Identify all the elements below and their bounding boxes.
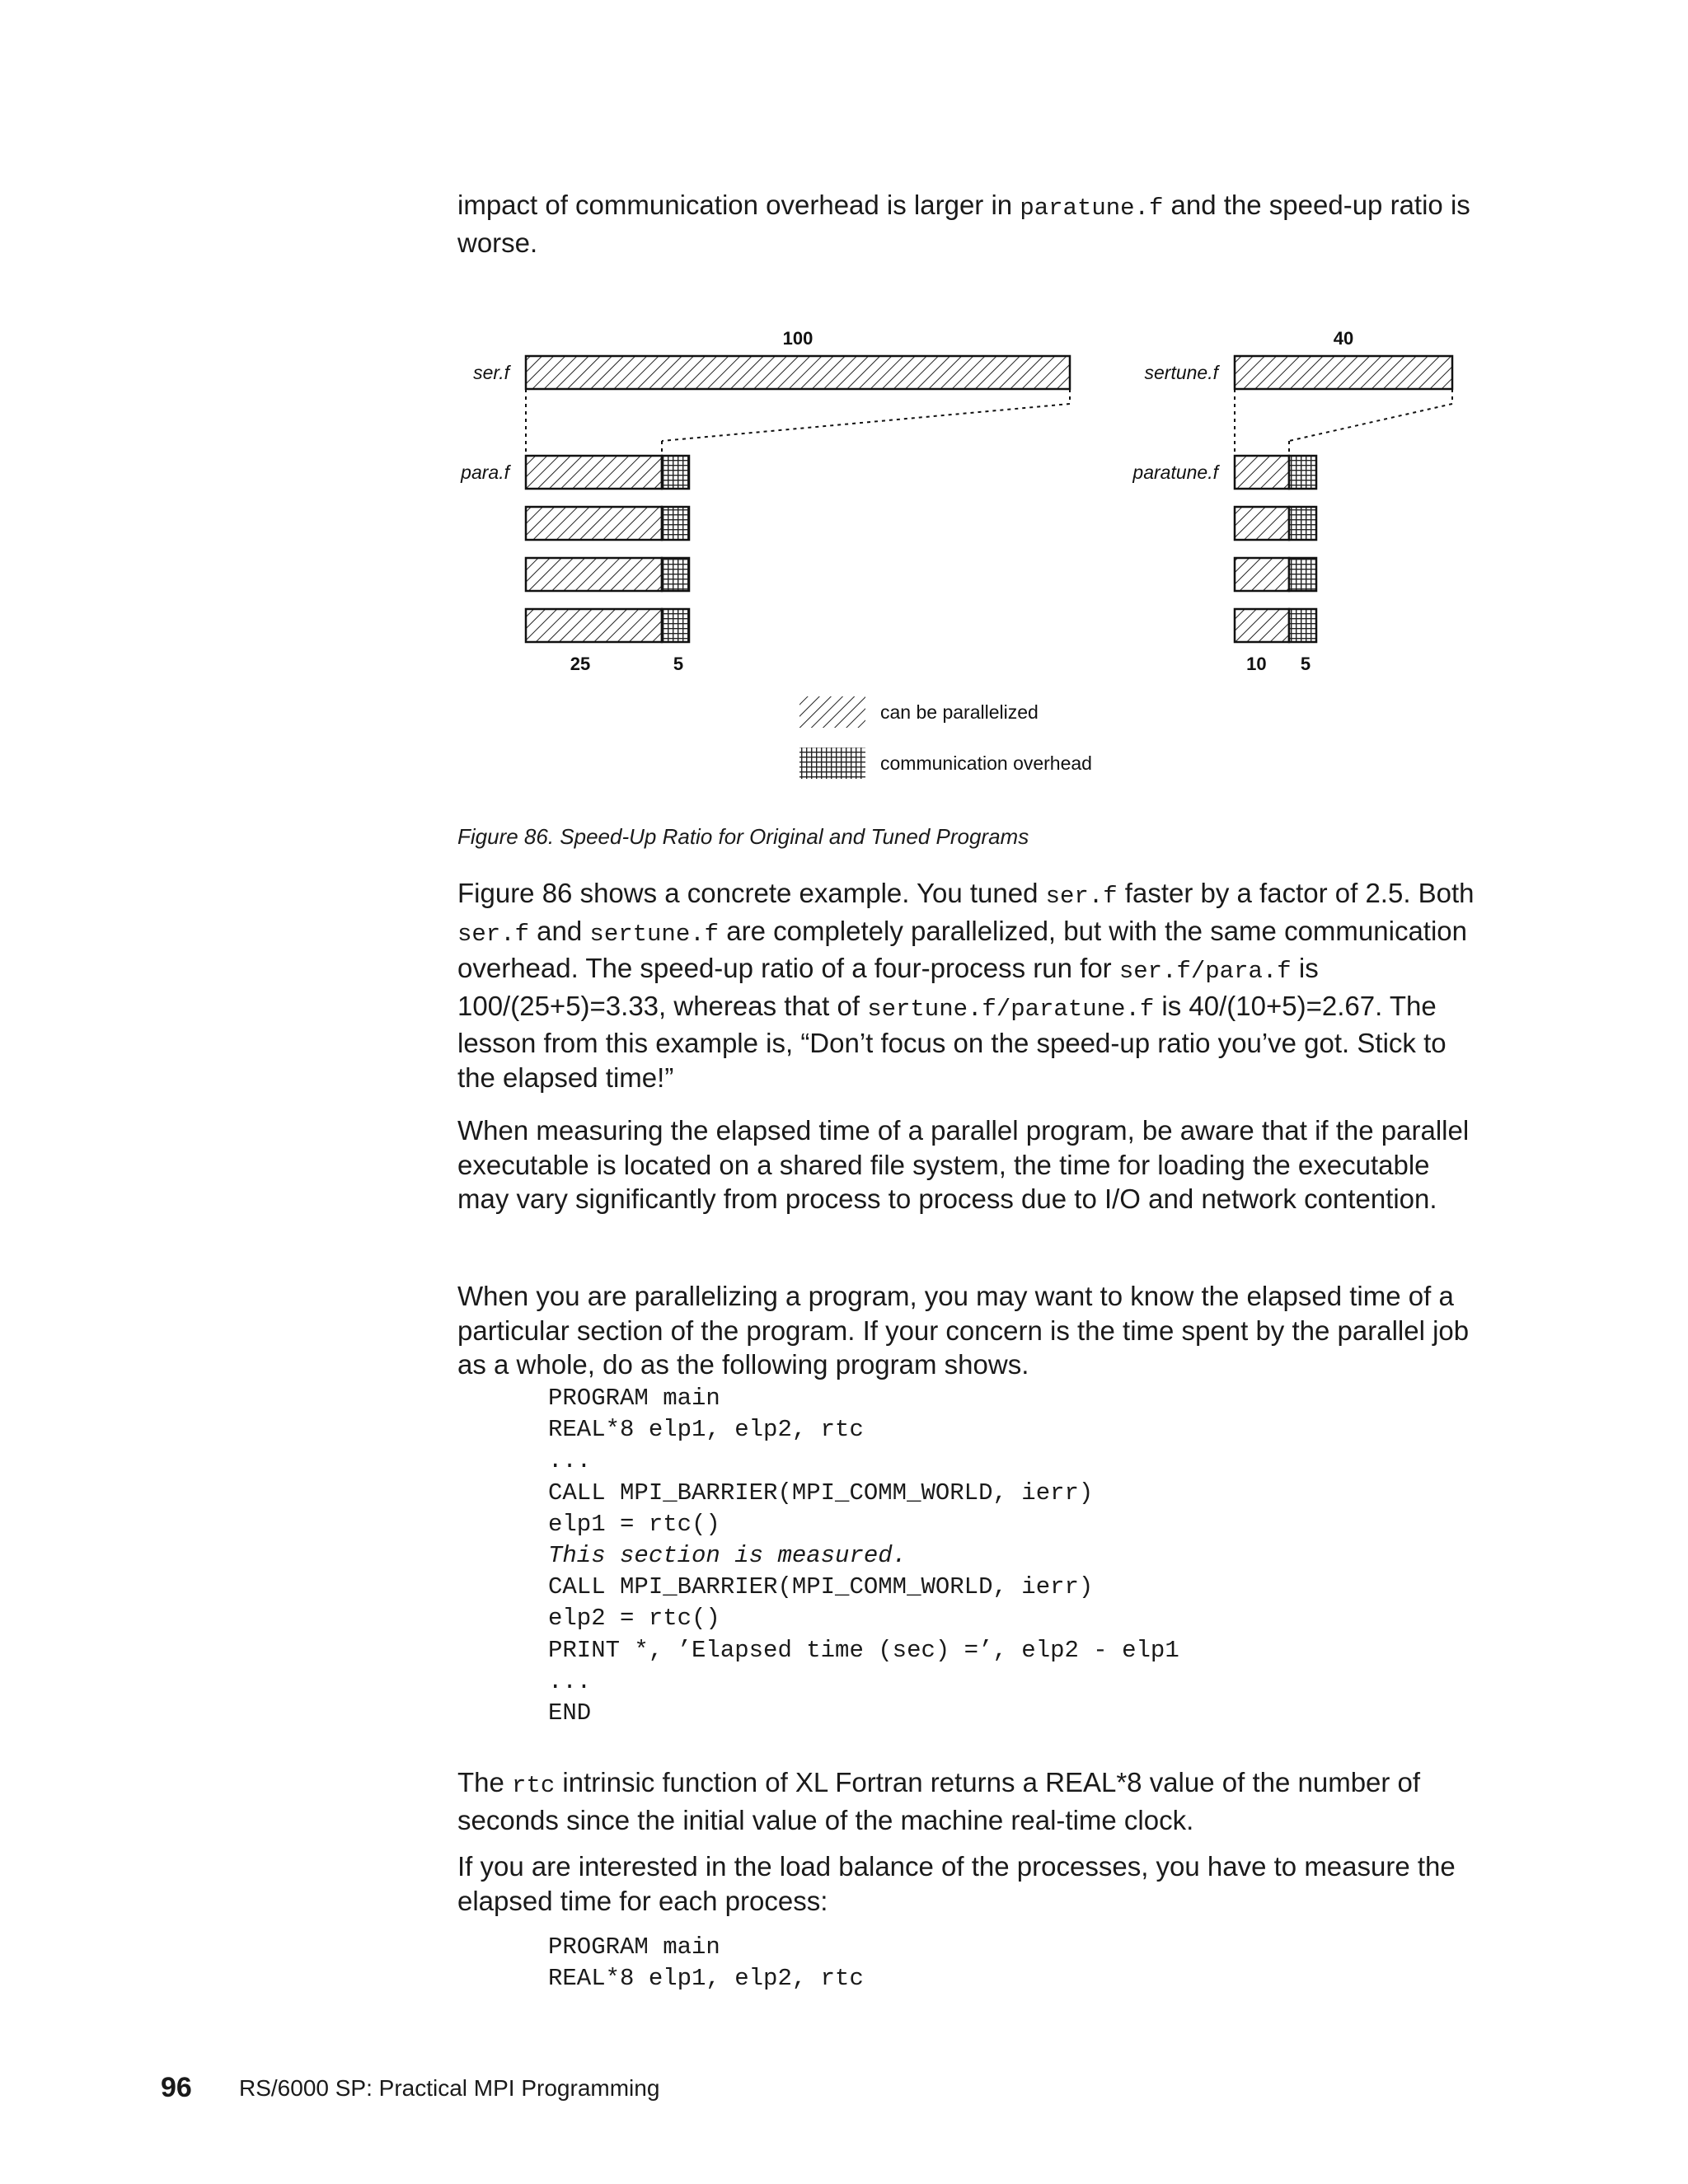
parallelizable-bar: [1235, 609, 1289, 642]
guide-line-diagonal: [1289, 404, 1452, 441]
parallelizable-bar: [1235, 558, 1289, 591]
serial-bar: [526, 356, 1070, 389]
intro-code: paratune.f: [1020, 194, 1164, 222]
intro-text: impact of communication overhead is larger in: [457, 190, 1020, 220]
overhead-bar: [1289, 609, 1316, 642]
code-listing-2: [548, 1932, 864, 1994]
overhead-bar: [662, 558, 689, 591]
speedup-figure: [0, 0, 1688, 824]
page-number: 96: [161, 2072, 192, 2103]
paragraph-text: and: [529, 915, 590, 946]
parallelizable-bar: [526, 456, 662, 489]
overhead-bar: [1289, 456, 1316, 489]
inline-code: ser.f: [1045, 883, 1118, 910]
code-line: CALL MPI_BARRIER(MPI_COMM_WORLD, ierr): [548, 1573, 1094, 1601]
inline-code: sertune.f: [589, 920, 720, 948]
overhead-bar: [662, 456, 689, 489]
serial-value-label: 40: [1333, 328, 1354, 349]
code-line: PROGRAM main: [548, 1385, 720, 1412]
legend-swatch: [799, 696, 865, 728]
paragraph-text: Figure 86 shows a concrete example. You tuned: [457, 878, 1046, 908]
parallelizable-bar: [526, 507, 662, 540]
code-line: elp1 = rtc(): [548, 1510, 720, 1538]
figure-caption: Figure 86. Speed-Up Ratio for Original and Tuned Programs: [457, 824, 1029, 849]
paragraph-parallelizing: When you are parallelizing a program, you may want to know the elapsed time of a particular section of the program. If your concern is the time spent by the parallel job as a whole, do as the following program shows.: [457, 1281, 1470, 1380]
guide-line-diagonal: [662, 404, 1070, 441]
paragraph-text: are completely parallelized, but with the same communication overhead. The speed-up ratio of a four-process run for: [457, 915, 1467, 983]
paragraph-text: faster by a factor of 2.5. Both: [1117, 878, 1475, 908]
overhead-value-label: 5: [1300, 654, 1311, 674]
serial-program-label: sertune.f: [1144, 362, 1218, 383]
paragraph-elapsed-time: When measuring the elapsed time of a parallel program, be aware that if the parallel executable is located on a shared file system, the time for loading the executable may vary significantly from process to process due to I/O and network contention.: [457, 1115, 1470, 1214]
code-line: PRINT *, ’Elapsed time (sec) =’, elp2 - elp1: [548, 1636, 1179, 1664]
serial-bar: [1235, 356, 1452, 389]
code-comment: This section is measured.: [548, 1541, 907, 1569]
code-line: CALL MPI_BARRIER(MPI_COMM_WORLD, ierr): [548, 1479, 1094, 1507]
paragraph-example: [457, 876, 1479, 1094]
code-line: elp2 = rtc(): [548, 1605, 720, 1633]
inline-code: ser.f/para.f: [1118, 958, 1292, 985]
overhead-bar: [662, 507, 689, 540]
rtc-text-end: intrinsic function of XL Fortran returns a REAL*8 value of the number of seconds since the initial value of the machine real-time clock.: [457, 1767, 1421, 1835]
code-listing-1: [548, 1383, 1179, 1729]
legend-label: can be parallelized: [880, 701, 1039, 723]
parallelizable-bar: [1235, 456, 1289, 489]
overhead-value-label: 5: [673, 654, 684, 674]
serial-value-label: 100: [782, 328, 814, 349]
rtc-text: The: [457, 1767, 513, 1797]
legend-swatch: [799, 748, 865, 779]
parallelizable-value-label: 10: [1246, 654, 1267, 674]
overhead-bar: [662, 609, 689, 642]
code-line: REAL*8 elp1, elp2, rtc: [548, 1965, 864, 1993]
paragraph-rtc: [457, 1765, 1479, 1837]
code-line: END: [548, 1699, 592, 1727]
paragraph-text: is 40/(10+5)=2.67. The lesson from this example is, “Don’t focus on the speed-up ratio you’ve got. Stick to the elapsed time!”: [457, 990, 1447, 1093]
overhead-bar: [1289, 558, 1316, 591]
code-line: PROGRAM main: [548, 1933, 720, 1961]
parallel-program-label: paratune.f: [1132, 462, 1218, 483]
parallel-program-label: para.f: [461, 462, 509, 483]
intro-text-end: and the speed-up ratio is worse.: [457, 190, 1470, 258]
code-line: ...: [548, 1447, 592, 1475]
parallelizable-bar: [1235, 507, 1289, 540]
serial-program-label: ser.f: [473, 362, 509, 383]
code-line: ...: [548, 1667, 592, 1695]
rtc-code: rtc: [512, 1772, 556, 1799]
book-title: RS/6000 SP: Practical MPI Programming: [239, 2075, 660, 2101]
inline-code: sertune.f/paratune.f: [867, 995, 1155, 1023]
paragraph-text: is 100/(25+5)=3.33, whereas that of: [457, 953, 1319, 1021]
overhead-bar: [1289, 507, 1316, 540]
code-line: REAL*8 elp1, elp2, rtc: [548, 1416, 864, 1444]
legend-label: communication overhead: [880, 752, 1092, 774]
parallelizable-value-label: 25: [570, 654, 591, 674]
parallelizable-bar: [526, 558, 662, 591]
paragraph-load-balance: If you are interested in the load balance of the processes, you have to measure the elapsed time for each process:: [457, 1851, 1456, 1916]
parallelizable-bar: [526, 609, 662, 642]
inline-code: ser.f: [457, 920, 530, 948]
